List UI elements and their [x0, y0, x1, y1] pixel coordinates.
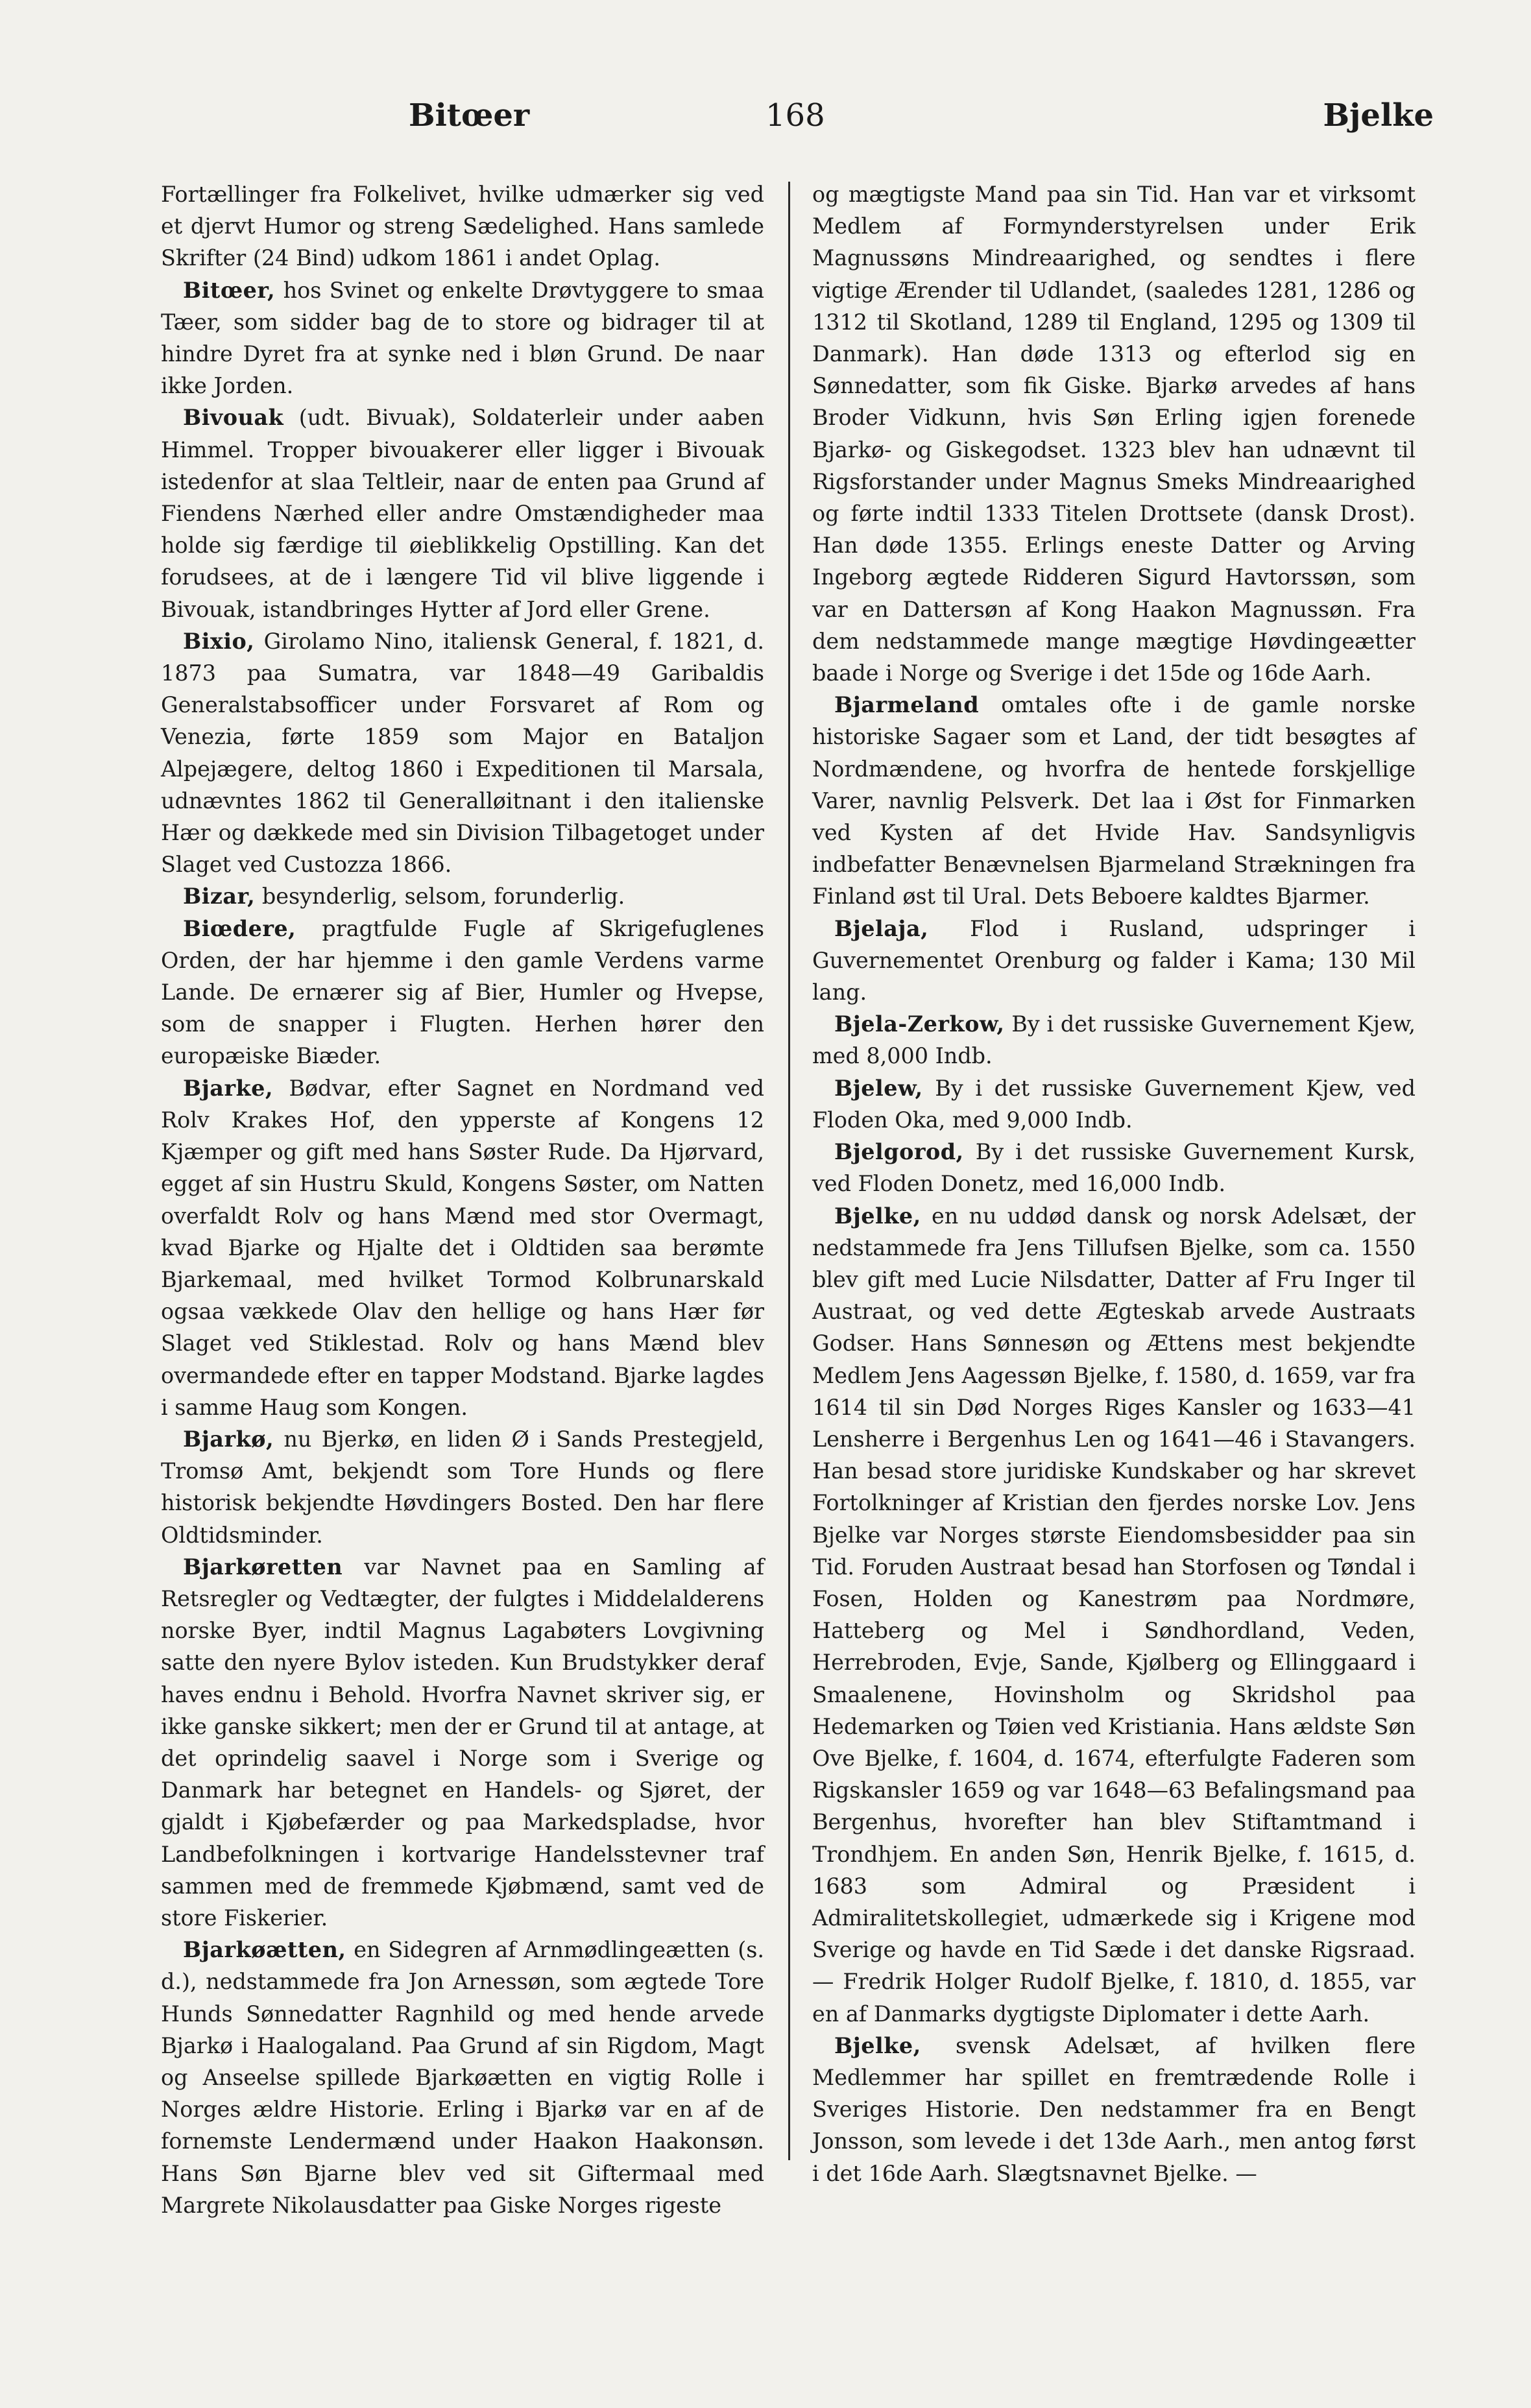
entry-text: By i det russiske Guvernement Kjew, ved Floden Oka, med 9,000 Indb.	[812, 1075, 1416, 1133]
entry	[812, 1136, 1416, 1199]
entry-text: By i det russiske Guvernement Kursk, ved Floden Donetz, med 16,000 Indb.	[812, 1139, 1416, 1197]
entry-text: svensk Adelsæt, af hvilken flere Medlemmer har spillet en fremtrædende Rolle i Sveriges Historie. Den nedstammer fra en Bengt Jonsson, som levede i det 13de Aarh., men antog først i det 16de Aarh. Slægtsnavnet Bjelke. —	[812, 2032, 1416, 2186]
entry-text: (udt. Bivuak), Soldaterleir under aaben Himmel. Tropper bivouakerer eller ligger i Bivouak istedenfor at slaa Teltleir, naar de enten paa Grund af Fiendens Nærhed eller andre Omstændigheder maa holde sig færdige til øieblikkelig Opstilling. Kan det forudsees, at de i længere Tid vil blive liggende i Bivouak, istandbringes Hytter af Jord eller Grene.	[161, 405, 765, 622]
entry-text: en nu uddød dansk og norsk Adelsæt, der nedstammede fra Jens Tillufsen Bjelke, som ca. 1550 blev gift med Lucie Nilsdatter, Datter af Fru Inger til Austraat, og ved dette Ægteskab arvede Austraats Godser. Hans Sønnesøn og Ættens mest bekjendte Medlem Jens Aagessøn Bjelke, f. 1580, d. 1659, var fra 1614 til sin Død Norges Riges Kansler og 1633—41 Lensherre i Bergenhus Len og 1641—46 i Stavangers. Han besad store juridiske Kundskaber og har skrevet Fortolkninger af Kristian den fjerdes norske Lov. Jens Bjelke var Norges største Eiendomsbesidder paa sin Tid. Foruden Austraat besad han Storfosen og Tøndal i Fosen, Holden og Kanestrøm paa Nordmøre, Hatteberg og Mel i Søndhordland, Veden, Herrebroden, Evje, Sande, Kjølberg og Ellinggaard i Smaalenene, Hovinsholm og Skridshol paa Hedemarken og Tøien ved Kristiania. Hans ældste Søn Ove Bjelke, f. 1604, d. 1674, efterfulgte Faderen som Rigskansler 1659 og var 1648—63 Befalingsmand paa Bergenhus, hvorefter han blev Stiftamtmand i Trondhjem. En anden Søn, Henrik Bjelke, f. 1615, d. 1683 som Admiral og Præsident i Admiralitetskollegiet, udmærkede sig i Krigene mod Sverige og havde en Tid Sæde i det danske Rigsraad. — Fredrik Holger Rudolf Bjelke, f. 1810, d. 1855, var en af Danmarks dygtigste Diplomater i dette Aarh.	[812, 1203, 1416, 2027]
entry	[161, 178, 764, 274]
entry	[161, 1551, 764, 1934]
entry-text: pragtfulde Fugle af Skrigefuglenes Orden, der har hjemme i den gamle Verdens varme Lande. De ernærer sig af Bier, Humler og Hvepse, som de snapper i Flugten. Herhen hører den europæiske Biæder.	[161, 915, 764, 1069]
entry	[812, 689, 1416, 912]
entry	[161, 1423, 764, 1551]
entry	[161, 1072, 764, 1423]
entry	[161, 880, 764, 912]
entry	[161, 625, 764, 881]
entry	[812, 1008, 1416, 1072]
entry-headword: Bjelew,	[834, 1075, 923, 1101]
entry-headword: Bjarkøætten,	[183, 1937, 346, 1963]
entry-text: var Navnet paa en Samling af Retsregler og Vedtægter, der fulgtes i Middelalderens norske Byer, indtil Magnus Lagabøters Lovgivning satte den nyere Bylov isteden. Kun Brudstykker deraf haves endnu i Behold. Hvorfra Navnet skriver sig, er ikke ganske sikkert; men der er Grund til at antage, at det oprindelig saavel i Norge som i Sverige og Danmark har betegnet en Handels- og Sjøret, der gjaldt i Kjøbefærder og paa Markedspladse, hvor Landbefolkningen i kortvarige Handelsstevner traf sammen med de fremmede Kjøbmænd, samt ved de store Fiskerier.	[161, 1554, 764, 1931]
entry-headword: Bjela-Zerkow,	[834, 1011, 1005, 1037]
entry	[161, 913, 764, 1072]
entry	[812, 178, 1416, 689]
header-right-guide-word: Bjelke	[1323, 97, 1434, 134]
right-column	[812, 178, 1416, 2189]
header-left-guide-word: Bitœer	[409, 97, 530, 134]
left-column	[161, 178, 764, 2221]
entry-text: By i det russiske Guvernement Kjew, med 8,000 Indb.	[812, 1011, 1416, 1069]
entry-headword: Bjarkøretten	[183, 1554, 343, 1580]
entry-text: og mægtigste Mand paa sin Tid. Han var et virksomt Medlem af Formynderstyrelsen under Erik Magnussøns Mindreaarighed, og sendtes i flere vigtige Ærender til Udlandet, (saaledes 1281, 1286 og 1312 til Skotland, 1289 til England, 1295 og 1309 til Danmark). Han døde 1313 og efterlod sig en Sønnedatter, som fik Giske. Bjarkø arvedes af hans Broder Vidkunn, hvis Søn Erling igjen forenede Bjarkø- og Giskegodset. 1323 blev han udnævnt til Rigsforstander under Magnus Smeks Mindreaarighed og førte indtil 1333 Titelen Drottsete (dansk Drost). Han døde 1355. Erlings eneste Datter og Arving Ingeborg ægtede Ridderen Sigurd Havtorssøn, som var en Dattersøn af Kong Haakon Magnussøn. Fra dem nedstammede mange mægtige Høvdingeætter baade i Norge og Sverige i det 15de og 16de Aarh.	[812, 182, 1416, 686]
entry	[812, 1200, 1416, 2030]
page-header	[162, 97, 1434, 149]
entry	[812, 1072, 1416, 1136]
entry-text: Girolamo Nino, italiensk General, f. 1821, d. 1873 paa Sumatra, var 1848—49 Garibaldis Generalstabsofficer under Forsvaret af Rom og Venezia, førte 1859 som Major en Bataljon Alpejægere, deltog 1860 i Expeditionen til Marsala, udnævntes 1862 til Generalløitnant i den italienske Hær og dækkede med sin Division Tilbagetoget under Slaget ved Custozza 1866.	[161, 628, 764, 878]
entry	[161, 1934, 764, 2221]
entry	[161, 402, 764, 625]
entry-headword: Bjelgorod,	[834, 1139, 964, 1165]
entry-text: Flod i Rusland, udspringer i Guvernementet Orenburg og falder i Kama; 130 Mil lang.	[812, 915, 1416, 1005]
entry-text: omtales ofte i de gamle norske historiske Sagaer som et Land, der tidt besøgtes af Nordmændene, og hvorfra de hentede forskjellige Varer, navnlig Pelsverk. Det laa i Øst for Finmarken ved Kysten af det Hvide Hav. Sandsynligvis indbefatter Benævnelsen Bjarmeland Strækningen fra Finland øst til Ural. Dets Beboere kaldtes Bjarmer.	[812, 692, 1416, 909]
column-divider	[788, 182, 790, 2160]
page-number: 168	[766, 97, 825, 134]
entry-text: en Sidegren af Arnmødlingeætten (s. d.), nedstammede fra Jon Arnessøn, som ægtede Tore Hunds Sønnedatter Ragnhild og med hende arvede Bjarkø i Haalogaland. Paa Grund af sin Rigdom, Magt og Anseelse spillede Bjarkøætten en vigtig Rolle i Norges ældre Historie. Erling i Bjarkø var en af de fornemste Lendermænd under Haakon Haakonsøn. Hans Søn Bjarne blev ved sit Giftermaal med Margrete Nikolausdatter paa Giske Norges rigeste	[161, 1937, 764, 2218]
entry-headword: Bitœer,	[183, 277, 276, 303]
entry-headword: Bjarkø,	[183, 1426, 274, 1452]
entry-text: nu Bjerkø, en liden Ø i Sands Prestegjeld, Tromsø Amt, bekjendt som Tore Hunds og flere historisk bekjendte Høvdingers Bosted. Den har flere Oldtidsminder.	[161, 1426, 764, 1548]
entry-headword: Bjelaja,	[834, 915, 929, 941]
entry-text: Bødvar, efter Sagnet en Nordmand ved Rolv Krakes Hof, den ypperste af Kongens 12 Kjæmper og gift med hans Søster Rude. Da Hjørvard, egget af sin Hustru Skuld, Kongens Søster, om Natten overfaldt Rolv og hans Mænd med stor Overmagt, kvad Bjarke og Hjalte det i Oldtiden saa berømte Bjarkemaal, med hvilket Tormod Kolbrunarskald ogsaa vækkede Olav den hellige og hans Hær før Slaget ved Stiklestad. Rolv og hans Mænd blev overmandede efter en tapper Modstand. Bjarke lagdes i samme Haug som Kongen.	[161, 1075, 764, 1420]
entry-headword: Bjarmeland	[834, 692, 980, 718]
entry-headword: Bizar,	[183, 884, 256, 909]
entry-text: besynderlig, selsom, forunderlig.	[261, 884, 625, 909]
entry-headword: Bivouak	[183, 405, 284, 431]
entry-headword: Biœdere,	[183, 915, 296, 941]
entry-headword: Bjelke,	[834, 2032, 921, 2058]
entry-headword: Bixio,	[183, 628, 255, 654]
entry	[161, 274, 764, 402]
entry-headword: Bjarke,	[183, 1075, 274, 1101]
entry	[812, 2030, 1416, 2189]
entry-headword: Bjelke,	[834, 1203, 921, 1229]
entry-text: Fortællinger fra Folkelivet, hvilke udmærker sig ved et djervt Humor og streng Sædelighed. Hans samlede Skrifter (24 Bind) udkom 1861 i andet Oplag.	[161, 182, 764, 271]
entry	[812, 913, 1416, 1009]
entry-text: hos Svinet og enkelte Drøvtyggere to smaa Tæer, som sidder bag de to store og bidrager til at hindre Dyret fra at synke ned i bløn Grund. De naar ikke Jorden.	[161, 277, 764, 399]
